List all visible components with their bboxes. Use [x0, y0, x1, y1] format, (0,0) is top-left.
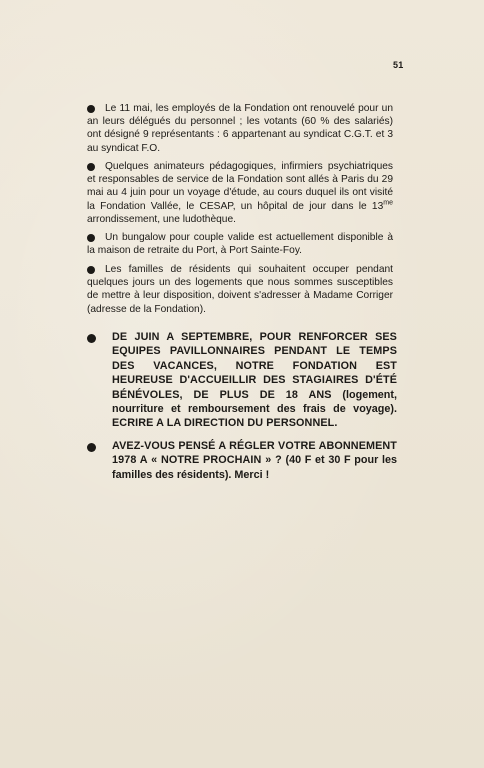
announcement — [87, 439, 397, 482]
bullet-icon — [87, 266, 95, 274]
bullet-icon — [87, 105, 95, 113]
announcement-text: DE JUIN A SEPTEMBRE, POUR RENFORCER SES EQUIPES PAVILLONNAIRES PENDANT LE TEMPS DES VACANCES, NOTRE FONDATION EST HEUREUSE D'ACCUEILLIR DES STAGIAIRES D'ÉTÉ BÉNÉVOLES, DE PLUS DE 18 ANS (logement, nourriture et remboursement des frais de voyage). ECRIRE A LA DIRECTION DU PERSONNEL. — [112, 331, 397, 430]
news-item-text: Quelques animateurs pédagogiques, infirmiers psychiatriques et responsables de service de la Fondation sont allés à Paris du 29 mai au 4 juin pour un voyage d'étude, au cours duquel ils ont visité la Fondation Vallée, le CESAP, un hôpital de jour dans le $13^{me}$ arrondissement, une ludothèque. — [87, 161, 393, 225]
news-item — [87, 231, 393, 257]
news-item — [87, 160, 393, 226]
announcement — [87, 330, 397, 431]
news-item-text: Les familles de résidents qui souhaitent occuper pendant quelques jours un des logements que nous sommes susceptibles de mettre à leur disposition, doivent s'adresser à Madame Corriger (adresse de la Fondation). — [87, 264, 393, 315]
news-item — [87, 102, 393, 155]
news-item-text: Le 11 mai, les employés de la Fondation ont renouvelé pour un an leurs délégués du personnel ; les votants (60 % des salariés) ont désigné 9 représentants : 6 appartenant au syndicat C.G.T. et 3 au syndicat F.O. — [87, 103, 393, 154]
bullet-icon — [87, 334, 96, 343]
bullet-icon — [87, 163, 95, 171]
announcement-text: AVEZ-VOUS PENSÉ A RÉGLER VOTRE ABONNEMENT 1978 A « NOTRE PROCHAIN » ? (40 F et 30 F pour les familles des résidents). Merci ! — [112, 440, 397, 481]
bullet-icon — [87, 234, 95, 242]
page-number: 51 — [393, 60, 404, 70]
bullet-icon — [87, 443, 96, 452]
news-item-text: Un bungalow pour couple valide est actuellement disponible à la maison de retraite du Port, à Port Sainte-Foy. — [87, 232, 393, 257]
news-item — [87, 263, 393, 316]
superscript: me — [383, 199, 393, 207]
